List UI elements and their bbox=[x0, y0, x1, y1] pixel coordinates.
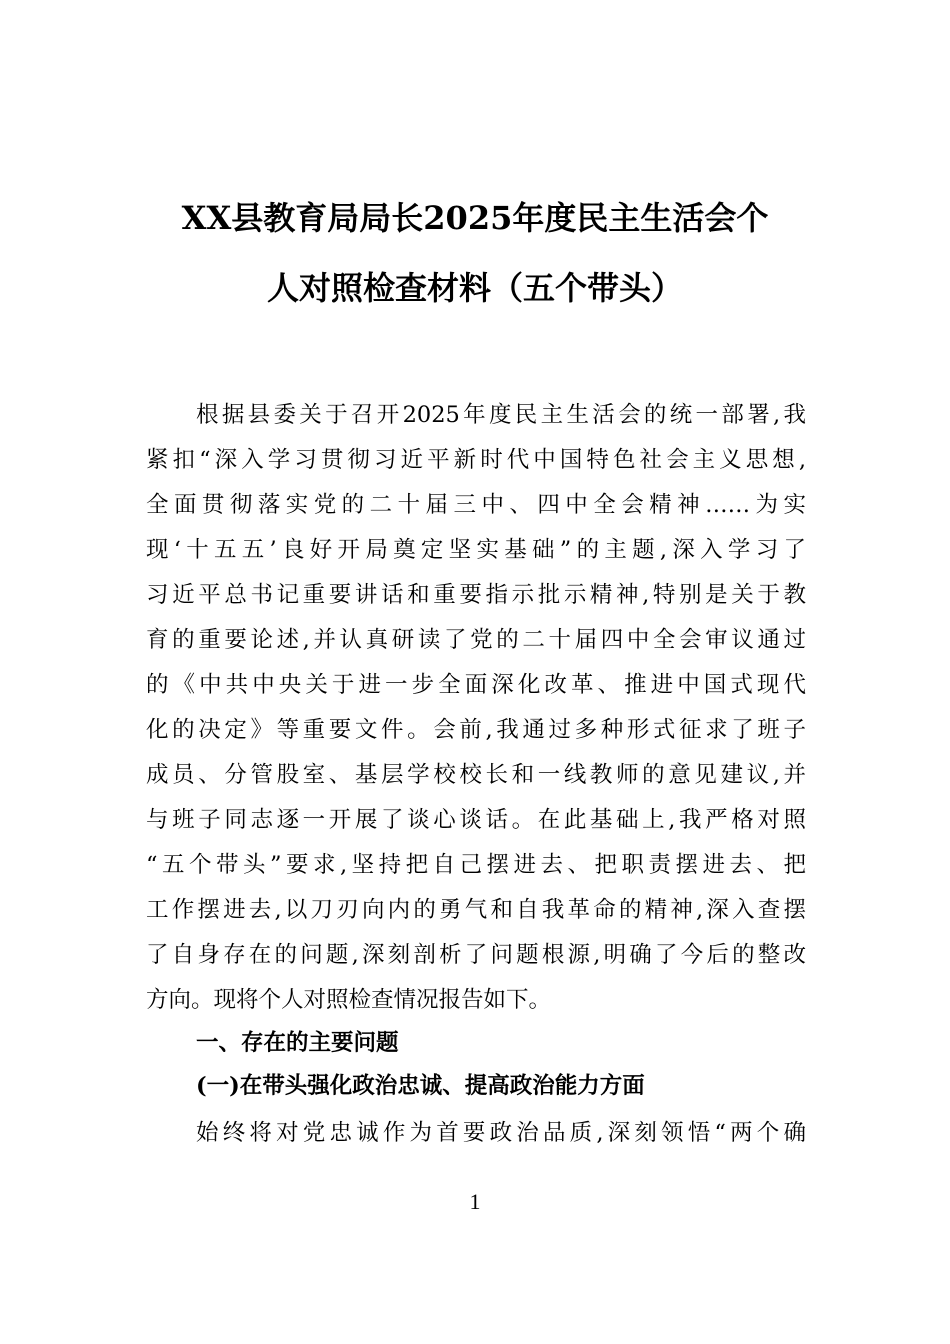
intro-paragraph-line: 育的重要论述,并认真研读了党的二十届四中全会审议通过 bbox=[146, 627, 806, 653]
document-title-line-1: XX县教育局局长2025年度民主生活会个 bbox=[181, 199, 769, 237]
intro-paragraph-line: 的《中共中央关于进一步全面深化改革、推进中国式现代 bbox=[146, 672, 806, 698]
intro-paragraph-line: 紧扣“深入学习贯彻习近平新时代中国特色社会主义思想, bbox=[146, 447, 806, 473]
subsection-heading: (一)在带头强化政治忠诚、提高政治能力方面 bbox=[196, 1073, 645, 1099]
intro-paragraph-line: 工作摆进去,以刀刃向内的勇气和自我革命的精神,深入查摆 bbox=[146, 897, 806, 923]
page-number: 1 bbox=[469, 1189, 481, 1214]
document-title-line-2: 人对照检查材料（五个带头） bbox=[266, 269, 683, 307]
section-heading: 一、存在的主要问题 bbox=[196, 1030, 399, 1056]
intro-paragraph-line: 方向。现将个人对照检查情况报告如下。 bbox=[146, 987, 552, 1013]
intro-paragraph-line: 成员、分管股室、基层学校校长和一线教师的意见建议,并 bbox=[146, 762, 806, 788]
intro-paragraph-line: 根据县委关于召开2025年度民主生活会的统一部署,我 bbox=[196, 402, 806, 428]
intro-paragraph-line: 与班子同志逐一开展了谈心谈话。在此基础上,我严格对照 bbox=[146, 807, 806, 833]
intro-paragraph-line: 现‘十五五’良好开局奠定坚实基础”的主题,深入学习了 bbox=[146, 537, 806, 563]
intro-paragraph-line: “五个带头”要求,坚持把自己摆进去、把职责摆进去、把 bbox=[146, 852, 806, 878]
intro-paragraph-line: 全面贯彻落实党的二十届三中、四中全会精神……为实 bbox=[146, 492, 806, 518]
intro-paragraph-line: 了自身存在的问题,深刻剖析了问题根源,明确了今后的整改 bbox=[146, 942, 806, 968]
intro-paragraph-line: 化的决定》等重要文件。会前,我通过多种形式征求了班子 bbox=[146, 717, 806, 743]
intro-paragraph-line: 习近平总书记重要讲话和重要指示批示精神,特别是关于教 bbox=[146, 582, 806, 608]
subsection-paragraph-line: 始终将对党忠诚作为首要政治品质,深刻领悟“两个确 bbox=[196, 1120, 806, 1146]
